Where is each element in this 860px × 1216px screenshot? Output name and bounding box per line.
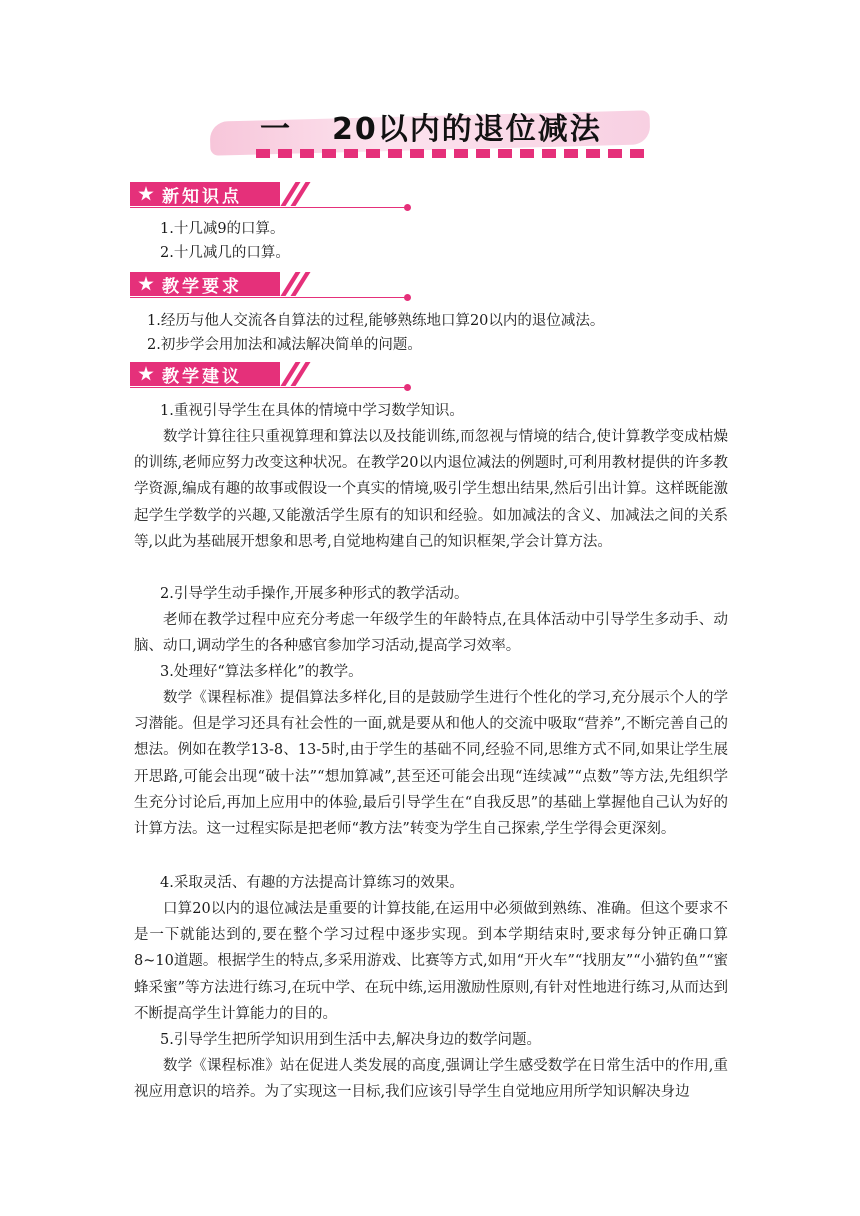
section-label: 新知识点 [162, 186, 242, 207]
list-item: 1.十几减9的口算。 [160, 221, 285, 237]
section-label: 教学要求 [162, 276, 242, 297]
section-header-suggestions [130, 362, 412, 386]
list-item: 2.初步学会用加法和减法解决简单的问题。 [147, 337, 422, 353]
section-header-requirements [130, 272, 412, 296]
suggestion-heading-5: 5.引导学生把所学知识用到生活中去,解决身边的数学问题。 [160, 1032, 541, 1048]
suggestion-body-3: 数学《课程标准》提倡算法多样化,目的是鼓励学生进行个性化的学习,充分展示个人的学习潜能。但是学习还具有社会性的一面,就是要从和他人的交流中吸取“营养”,不断完善自己的想法。例如在教学13-8、13-5时,由于学生的基础不同,经验不同,思维方式不同,如果让学生展开思路,可能会出现“破十法”“想加算减”,甚至还可能会出现“连续减”“点数”等方法,先组织学生充分讨论后,再加上应用中的体验,最后引导学生在“自我反思”的基础上掌握他自己认为好的计算方法。这一过程实际是把老师“教方法”转变为学生自己探索,学生学得会更深刻。 [134, 690, 728, 838]
suggestion-body-4: 口算20以内的退位减法是重要的计算技能,在运用中必须做到熟练、准确。但这个要求不是一下就能达到的,要在整个学习过程中逐步实现。到本学期结束时,要求每分钟正确口算8~10道题。根据学生的特点,多采用游戏、比赛等方式,如用“开火车”“找朋友”“小猫钓鱼”“蜜蜂采蜜”等方法进行练习,在玩中学、在玩中练,运用激励性原则,有针对性地进行练习,从而达到不断提高学生计算能力的目的。 [134, 901, 728, 1022]
section-label: 教学建议 [162, 366, 242, 387]
star-icon [138, 366, 154, 382]
list-item: 2.十几减几的口算。 [160, 245, 290, 261]
title-text [260, 104, 602, 148]
title-number: 一 [260, 112, 292, 147]
list-item: 1.经历与他人交流各自算法的过程,能够熟练地口算20以内的退位减法。 [147, 313, 605, 329]
suggestion-body-5: 数学《课程标准》站在促进人类发展的高度,强调让学生感受数学在日常生活中的作用,重视应用意识的培养。为了实现这一目标,我们应该引导学生自觉地应用所学知识解决身边 [134, 1058, 728, 1101]
suggestion-heading-3: 3.处理好“算法多样化”的教学。 [160, 664, 363, 680]
chapter-title [210, 96, 660, 176]
suggestion-heading-1: 1.重视引导学生在具体的情境中学习数学知识。 [160, 403, 464, 419]
section-header-new-knowledge [130, 182, 412, 206]
title-decoration [256, 149, 644, 158]
suggestion-body-2: 老师在教学过程中应充分考虑一年级学生的年龄特点,在具体活动中引导学生多动手、动脑、动口,调动学生的各种感官参加学习活动,提高学习效率。 [134, 612, 728, 655]
star-icon [138, 276, 154, 292]
star-icon [138, 186, 154, 202]
title-main: 20以内的退位减法 [332, 112, 602, 147]
suggestion-heading-4: 4.采取灵活、有趣的方法提高计算练习的效果。 [160, 875, 464, 891]
suggestion-heading-2: 2.引导学生动手操作,开展多种形式的教学活动。 [160, 586, 469, 602]
suggestion-body-1: 数学计算往往只重视算理和算法以及技能训练,而忽视与情境的结合,使计算教学变成枯燥的训练,老师应努力改变这种状况。在教学20以内退位减法的例题时,可利用教材提供的许多教学资源,编成有趣的故事或假设一个真实的情境,吸引学生想出结果,然后引出计算。这样既能激起学生学数学的兴趣,又能激活学生原有的知识和经验。如加减法的含义、加减法之间的关系等,以此为基础展开想象和思考,自觉地构建自己的知识框架,学会计算方法。 [134, 429, 728, 550]
